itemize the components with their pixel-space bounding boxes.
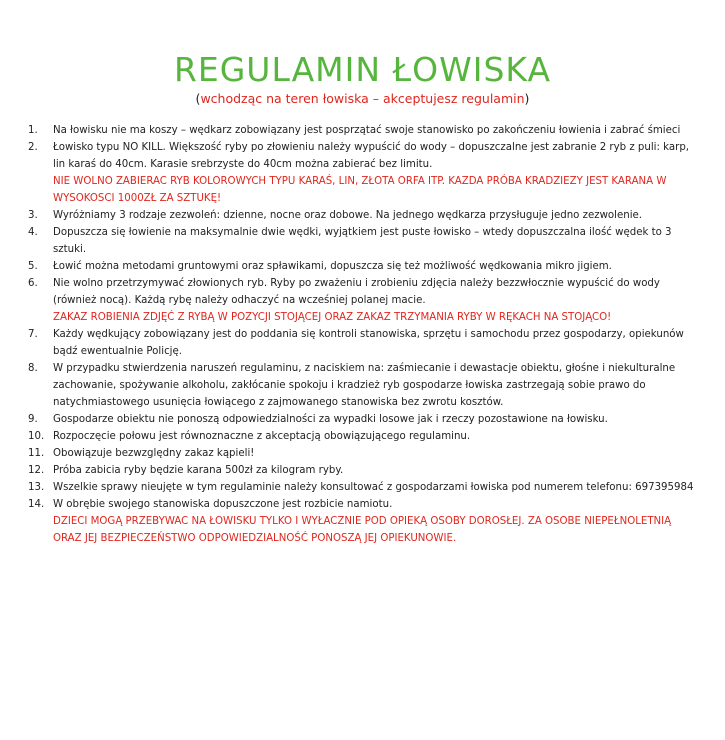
rule-text: Próba zabicia ryby będzie karana 500zł za kilogram ryby. — [53, 465, 344, 476]
rule-text: Łowisko typu NO KILL. Większość ryby po złowieniu należy wypuścić do wody – dopuszczalne jest zabranie 2 ryb z puli: karp, lin karaś do 40cm. Karasie srebrzyste do 40cm można zabierać bez limitu. — [53, 142, 690, 170]
rule-number: 14. — [28, 499, 45, 510]
rule-item — [28, 411, 700, 428]
rule-item — [28, 496, 700, 547]
rule-number: 7. — [28, 329, 38, 340]
rule-text: Na łowisku nie ma koszy – wędkarz zobowiązany jest posprzątać swoje stanowisko po zakończeniu łowienia i zabrać śmieci — [53, 125, 681, 136]
rule-item — [28, 258, 700, 275]
rule-warning: NIE WOLNO ZABIERAC RYB KOLOROWYCH TYPU KARAŚ, LIN, ZŁOTA ORFA ITP. KAZDA PRÓBA KRADZIEZY JEST KARANA W WYSOKOSCI 1000ZŁ ZA SZTUKĘ! — [53, 176, 667, 204]
rule-item — [28, 224, 700, 258]
rule-item — [28, 360, 700, 411]
rule-text: Wyróżniamy 3 rodzaje zezwoleń: dzienne, nocne oraz dobowe. Na jednego wędkarza przysługuje jedno zezwolenie. — [53, 210, 643, 221]
rule-number: 1. — [28, 125, 38, 136]
rule-number: 11. — [28, 448, 45, 459]
rule-warning: ZAKAZ ROBIENIA ZDJĘĆ Z RYBĄ W POZYCJI STOJĄCEJ ORAZ ZAKAZ TRZYMANIA RYBY W RĘKACH NA STOJĄCO! — [53, 312, 612, 323]
rule-text: Obowiązuje bezwzględny zakaz kąpieli! — [53, 448, 255, 459]
rule-text: Rozpoczęcie połowu jest równoznaczne z akceptacją obowiązującego regulaminu. — [53, 431, 471, 442]
rules-list — [28, 122, 700, 547]
rule-number: 4. — [28, 227, 38, 238]
rule-text: Łowić można metodami gruntowymi oraz spławikami, dopuszcza się też możliwość wędkowania mikro jigiem. — [53, 261, 612, 272]
rule-item — [28, 139, 700, 207]
rule-item — [28, 275, 700, 326]
rule-item — [28, 122, 700, 139]
subtitle — [0, 90, 725, 108]
rule-text: Dopuszcza się łowienie na maksymalnie dwie wędki, wyjątkiem jest puste łowisko – wtedy dopuszczalna ilość wędek to 3 sztuki. — [53, 227, 672, 255]
rule-warning: DZIECI MOGĄ PRZEBYWAC NA ŁOWISKU TYLKO I WYŁACZNIE POD OPIEKĄ OSOBY DOROSŁEJ. ZA OSOBE NIEPEŁNOLETNIĄ ORAZ JEJ BEZPIECZEŃSTWO ODPOWIEDZIALNOŚĆ PONOSZĄ JEJ OPIEKUNOWIE. — [53, 516, 672, 544]
rule-number: 12. — [28, 465, 45, 476]
page-title: REGULAMIN ŁOWISKA — [173, 50, 552, 90]
rule-number: 13. — [28, 482, 45, 493]
rule-item — [28, 479, 700, 496]
rule-text: W przypadku stwierdzenia naruszeń regulaminu, z naciskiem na: zaśmiecanie i dewastacje obiektu, głośne i niekulturalne zachowanie, spożywanie alkoholu, zakłócanie spokoju i kradzież ryb gospodarze łowiska zastrzegają sobie prawo do natychmiastowego usunięcia łowiącego z zajmowanego stanowiska bez zwrotu kosztów. — [53, 363, 676, 408]
rule-text: Nie wolno przetrzymywać złowionych ryb. Ryby po zważeniu i zrobieniu zdjęcia należy bezzwłocznie wypuścić do wody (również nocą). Każdą rybę należy odhaczyć na wcześniej polanej macie. — [53, 278, 660, 306]
rule-item — [28, 428, 700, 445]
rule-text: Gospodarze obiektu nie ponoszą odpowiedzialności za wypadki losowe jak i rzeczy pozostawione na łowisku. — [53, 414, 608, 425]
rule-number: 2. — [28, 142, 38, 153]
rule-number: 10. — [28, 431, 45, 442]
subtitle-open-paren: ( — [195, 91, 201, 106]
rule-text: Wszelkie sprawy nieujęte w tym regulaminie należy konsultować z gospodarzami łowiska pod numerem telefonu: 697395984 — [53, 482, 694, 493]
rule-item — [28, 462, 700, 479]
rule-number: 8. — [28, 363, 38, 374]
rule-item — [28, 326, 700, 360]
rule-number: 6. — [28, 278, 38, 289]
rule-number: 5. — [28, 261, 38, 272]
rule-item — [28, 445, 700, 462]
rule-number: 9. — [28, 414, 38, 425]
rule-number: 3. — [28, 210, 38, 221]
rule-text: W obrębie swojego stanowiska dopuszczone jest rozbicie namiotu. — [53, 499, 393, 510]
subtitle-close-paren: ) — [524, 91, 530, 106]
subtitle-text: wchodząc na teren łowiska – akceptujesz regulamin — [200, 91, 525, 106]
rule-text: Każdy wędkujący zobowiązany jest do poddania się kontroli stanowiska, sprzętu i samochodu przez gospodarzy, opiekunów bądź ewentualnie Policję. — [53, 329, 684, 357]
rule-item — [28, 207, 700, 224]
